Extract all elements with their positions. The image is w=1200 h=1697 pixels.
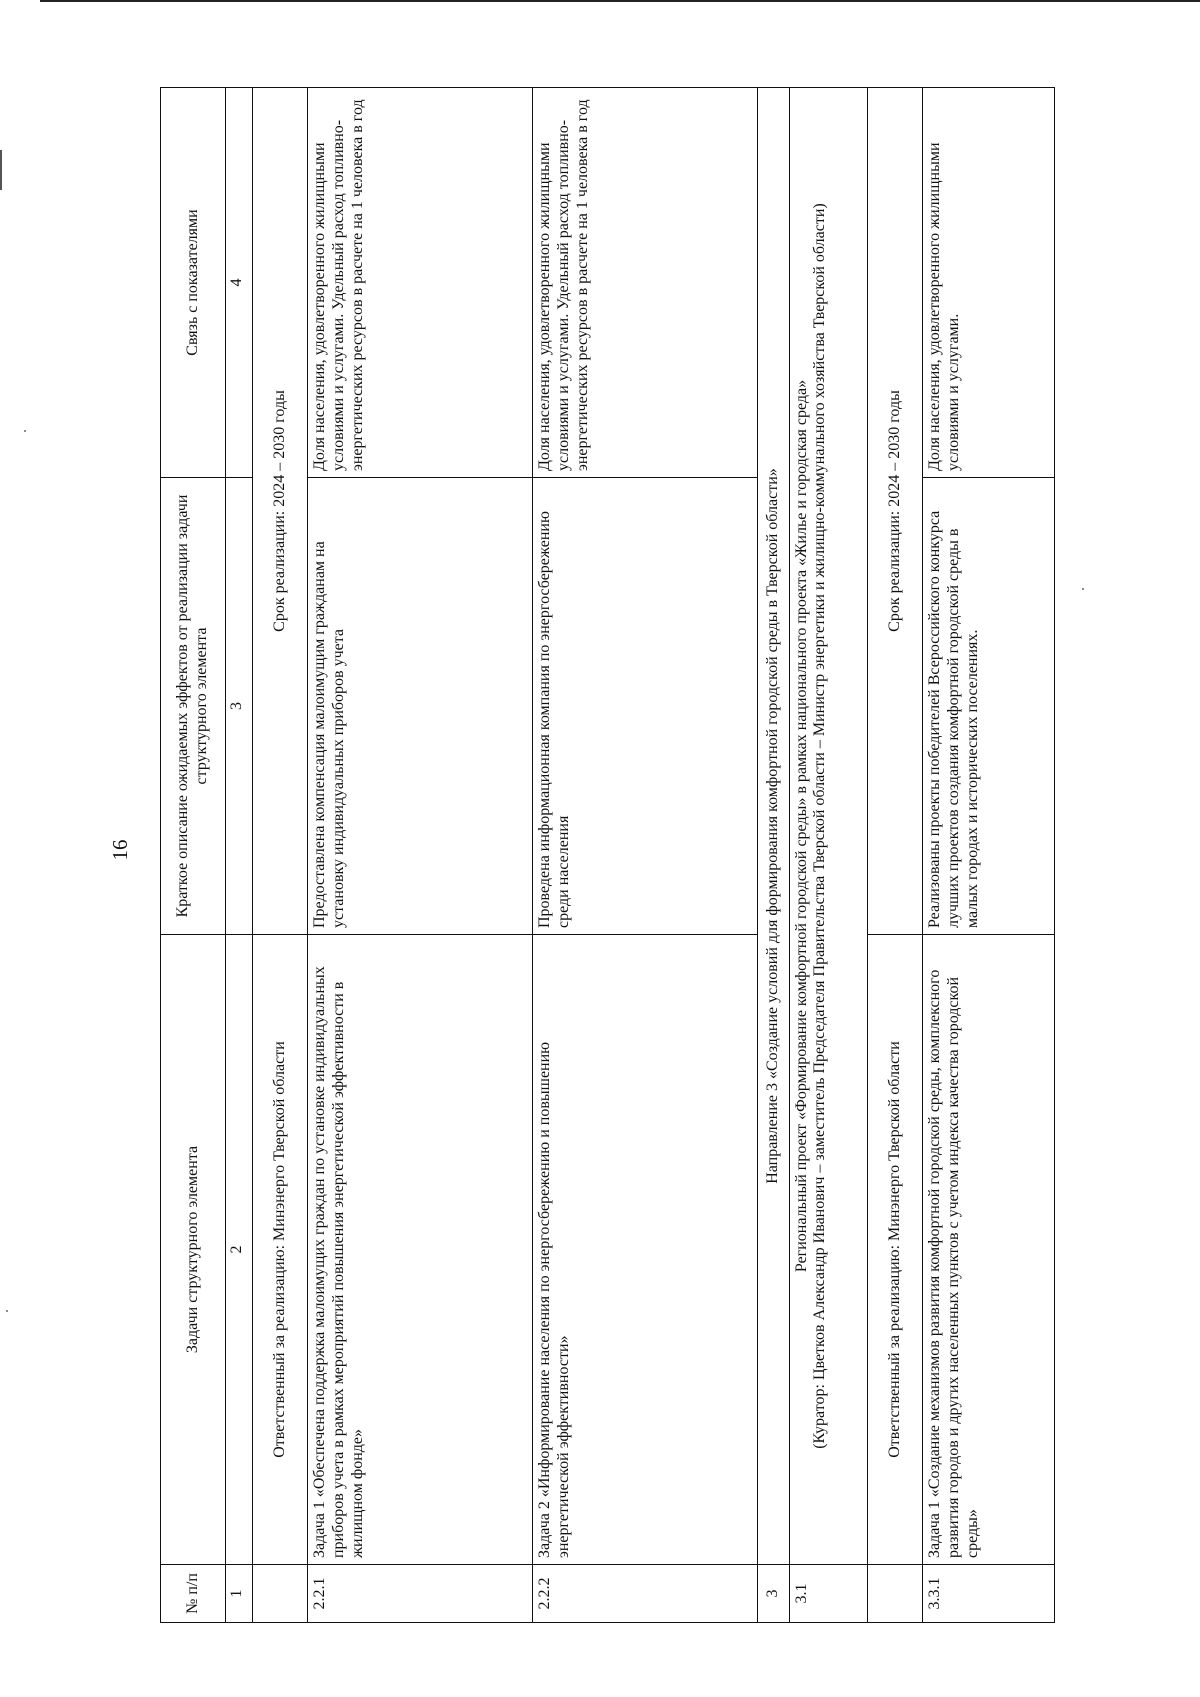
header-tasks: Задачи структурного элемента [161,935,226,1565]
scan-edge [40,0,1200,2]
table-row [253,88,308,1623]
indicators-cell: Доля населения, удовлетворенного жилищными условиями и услугами. Удельный расход топливно-энергетических ресурсов в расчете на 1 человека в год [308,88,533,478]
table-row [923,88,1055,1623]
task-cell: Задача 2 «Информирование населения по энергосбережению и повышению энергетической эффективности» [533,935,758,1565]
empty-cell [253,1565,308,1623]
rotated-table-wrapper [160,88,1055,1623]
column-number: 2 [226,935,253,1565]
effect-cell: Реализованы проекты победителей Всероссийского конкурса лучших проектов создания комфортной городской среды в малых городах и исторических поселениях. [923,478,1055,935]
regional-project-curator: (Куратор: Цветков Александр Иванович – заместитель Председателя Правительства Тверской области – Министр энергетики и жилищно-коммунального хозяйства Тверской области) [811,203,829,1449]
row-number: 2.2.1 [308,1565,533,1623]
period-cell: Срок реализации: 2024 – 2030 годы [868,88,923,935]
scan-speck [6,1310,8,1312]
scan-edge [0,150,2,190]
column-number: 3 [226,478,253,935]
column-number: 4 [226,88,253,478]
effect-cell: Проведена информационная компания по энергосбережению среди населения [533,478,758,935]
indicators-cell: Доля населения, удовлетворенного жилищными условиями и услугами. Удельный расход топливно-энергетических ресурсов в расчете на 1 человека в год [533,88,758,478]
task-cell: Задача 1 «Обеспечена поддержка малоимущих граждан по установке индивидуальных приборов учета в рамках мероприятий повышения энергетической эффективности в жилищном фонде» [308,935,533,1565]
responsible-cell: Ответственный за реализацию: Минэнерго Тверской области [253,935,308,1565]
row-number: 3.3.1 [923,1565,1055,1623]
regional-project-cell [789,88,868,1565]
responsible-cell: Ответственный за реализацию: Минэнерго Тверской области [868,935,923,1565]
page-number: 16 [108,839,132,861]
task-cell: Задача 1 «Создание механизмов развития комфортной городской среды, комплексного развития городов и других населенных пунктов с учетом индекса качества городской среды» [923,935,1055,1565]
period-cell: Срок реализации: 2024 – 2030 годы [253,88,308,935]
table-row [533,88,758,1623]
header-effects: Краткое описание ожидаемых эффектов от реализации задачи структурного элемента [161,478,226,935]
column-number: 1 [226,1565,253,1623]
table-row [789,88,868,1623]
regional-project-title: Региональный проект «Формирование комфортной городской среды» в рамках национального проекта «Жилье и городская среда» [792,379,810,1273]
direction-title: Направление 3 «Создание условий для формирования комфортной городской среды в Тверской области» [758,88,789,1565]
header-indicators: Связь с показателями [161,88,226,478]
indicators-cell: Доля населения, удовлетворенного жилищными условиями и услугами. [923,88,1055,478]
empty-cell [868,1565,923,1623]
row-number: 3.1 [789,1565,868,1623]
header-num: № п/п [161,1565,226,1623]
scan-speck [1082,588,1084,590]
table-row [308,88,533,1623]
scan-speck [24,430,26,432]
effect-cell: Предоставлена компенсация малоимущим гражданам на установку индивидуальных приборов учета [308,478,533,935]
row-number: 3 [758,1565,789,1623]
table-row [758,88,789,1623]
table-header-row [161,88,226,1623]
table-row [868,88,923,1623]
row-number: 2.2.2 [533,1565,758,1623]
column-number-row [226,88,253,1623]
structural-elements-table [160,87,1055,1623]
